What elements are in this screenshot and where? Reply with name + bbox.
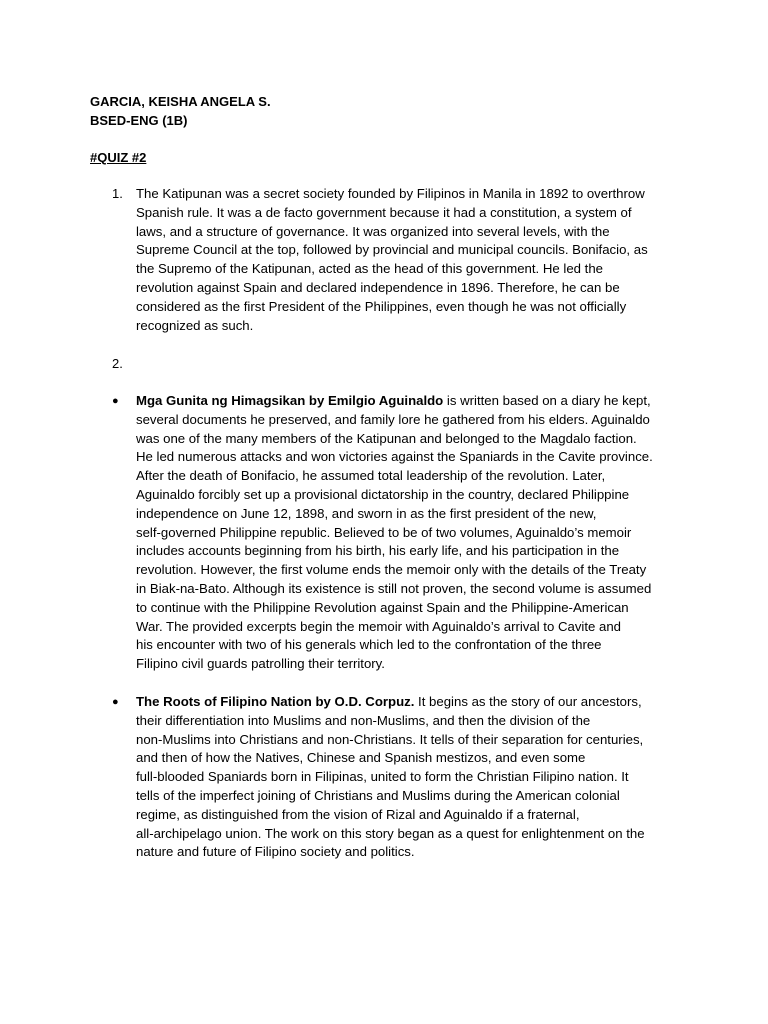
list-marker-2: 2. bbox=[112, 356, 123, 371]
text-run: is written based on a diary he kept, bbox=[443, 393, 651, 408]
text-line: full-blooded Spaniards born in Filipinas, united to form the Christian Filipino nation. It bbox=[136, 769, 629, 785]
text-line: all-archipelago union. The work on this story began as a quest for enlightenment on the bbox=[136, 825, 645, 841]
text-line: tells of the imperfect joining of Christians and Muslims during the American colonial bbox=[136, 787, 620, 803]
text-line: to continue with the Philippine Revolution against Spain and the Philippine-American bbox=[136, 599, 629, 615]
text-line: self-governed Philippine republic. Believed to be of two volumes, Aguinaldo’s memoir bbox=[136, 524, 632, 540]
text-line: his encounter with two of his generals which led to the confrontation of the three bbox=[136, 637, 602, 653]
text-line: After the death of Bonifacio, he assumed total leadership of the revolution. Later, bbox=[136, 468, 606, 484]
bullet-icon: ● bbox=[112, 395, 119, 407]
text-line: Spanish rule. It was a de facto government because it had a constitution, a system of bbox=[136, 204, 632, 220]
text-line: in Biak-na-Bato. Although its existence is still not proven, the second volume is assumed bbox=[136, 580, 652, 596]
text-line: regime, as distinguished from the vision of Rizal and Aguinaldo if a fraternal, bbox=[136, 806, 580, 822]
bullet-1-paragraph bbox=[136, 392, 653, 674]
book-title: The Roots of Filipino Nation by O.D. Corpuz. bbox=[136, 694, 415, 709]
text-line: non-Muslims into Christians and non-Christians. It tells of their separation for centuries, bbox=[136, 731, 644, 747]
student-name: GARCIA, KEISHA ANGELA S. bbox=[90, 94, 271, 109]
book-title: Mga Gunita ng Himagsikan by Emilgio Aguinaldo bbox=[136, 393, 444, 408]
text-line: includes accounts beginning from his birth, his early life, and his participation in the bbox=[136, 543, 620, 559]
text-line: considered as the first President of the Philippines, even though he was not officially bbox=[136, 298, 627, 314]
text-line: Aguinaldo forcibly set up a provisional dictatorship in the country, declared Philippine bbox=[136, 486, 630, 502]
text-line bbox=[136, 693, 645, 712]
text-run: It begins as the story of our ancestors, bbox=[414, 694, 642, 709]
text-line: Filipino civil guards patrolling their territory. bbox=[136, 656, 385, 672]
text-line: revolution. However, the first volume ends the memoir only with the details of the Treaty bbox=[136, 562, 647, 578]
text-line: revolution against Spain and declared independence in 1896. Therefore, he can be bbox=[136, 279, 620, 295]
text-line: recognized as such. bbox=[136, 317, 254, 333]
text-line: He led numerous attacks and won victories against the Spaniards in the Cavite province. bbox=[136, 449, 653, 465]
text-line: Supreme Council at the top, followed by provincial and municipal councils. Bonifacio, as bbox=[136, 242, 648, 258]
bullet-icon: ● bbox=[112, 696, 119, 708]
text-line: nature and future of Filipino society and politics. bbox=[136, 844, 415, 860]
text-line: several documents he preserved, and family lore he gathered from his elders. Aguinaldo bbox=[136, 411, 650, 427]
text-line: and then of how the Natives, Chinese and Spanish mestizos, and even some bbox=[136, 750, 586, 766]
answer-1-paragraph bbox=[136, 185, 648, 335]
quiz-title: #QUIZ #2 bbox=[90, 150, 147, 165]
text-line: laws, and a structure of governance. It was organized into several levels, with the bbox=[136, 223, 610, 239]
student-course: BSED-ENG (1B) bbox=[90, 113, 188, 128]
text-line: the Supremo of the Katipunan, acted as the head of this government. He led the bbox=[136, 261, 603, 277]
text-line: was one of the many members of the Katipunan and belonged to the Magdalo faction. bbox=[136, 430, 637, 446]
text-line: The Katipunan was a secret society founded by Filipinos in Manila in 1892 to overthrow bbox=[136, 186, 645, 201]
text-line: independence on June 12, 1898, and sworn in as the first president of the new, bbox=[136, 505, 597, 521]
bullet-2-paragraph bbox=[136, 693, 645, 862]
text-line: War. The provided excerpts begin the memoir with Aguinaldo’s arrival to Cavite and bbox=[136, 618, 622, 634]
list-marker-1: 1. bbox=[112, 186, 123, 201]
text-line: their differentiation into Muslims and non-Muslims, and then the division of the bbox=[136, 712, 591, 728]
text-line bbox=[136, 392, 653, 411]
